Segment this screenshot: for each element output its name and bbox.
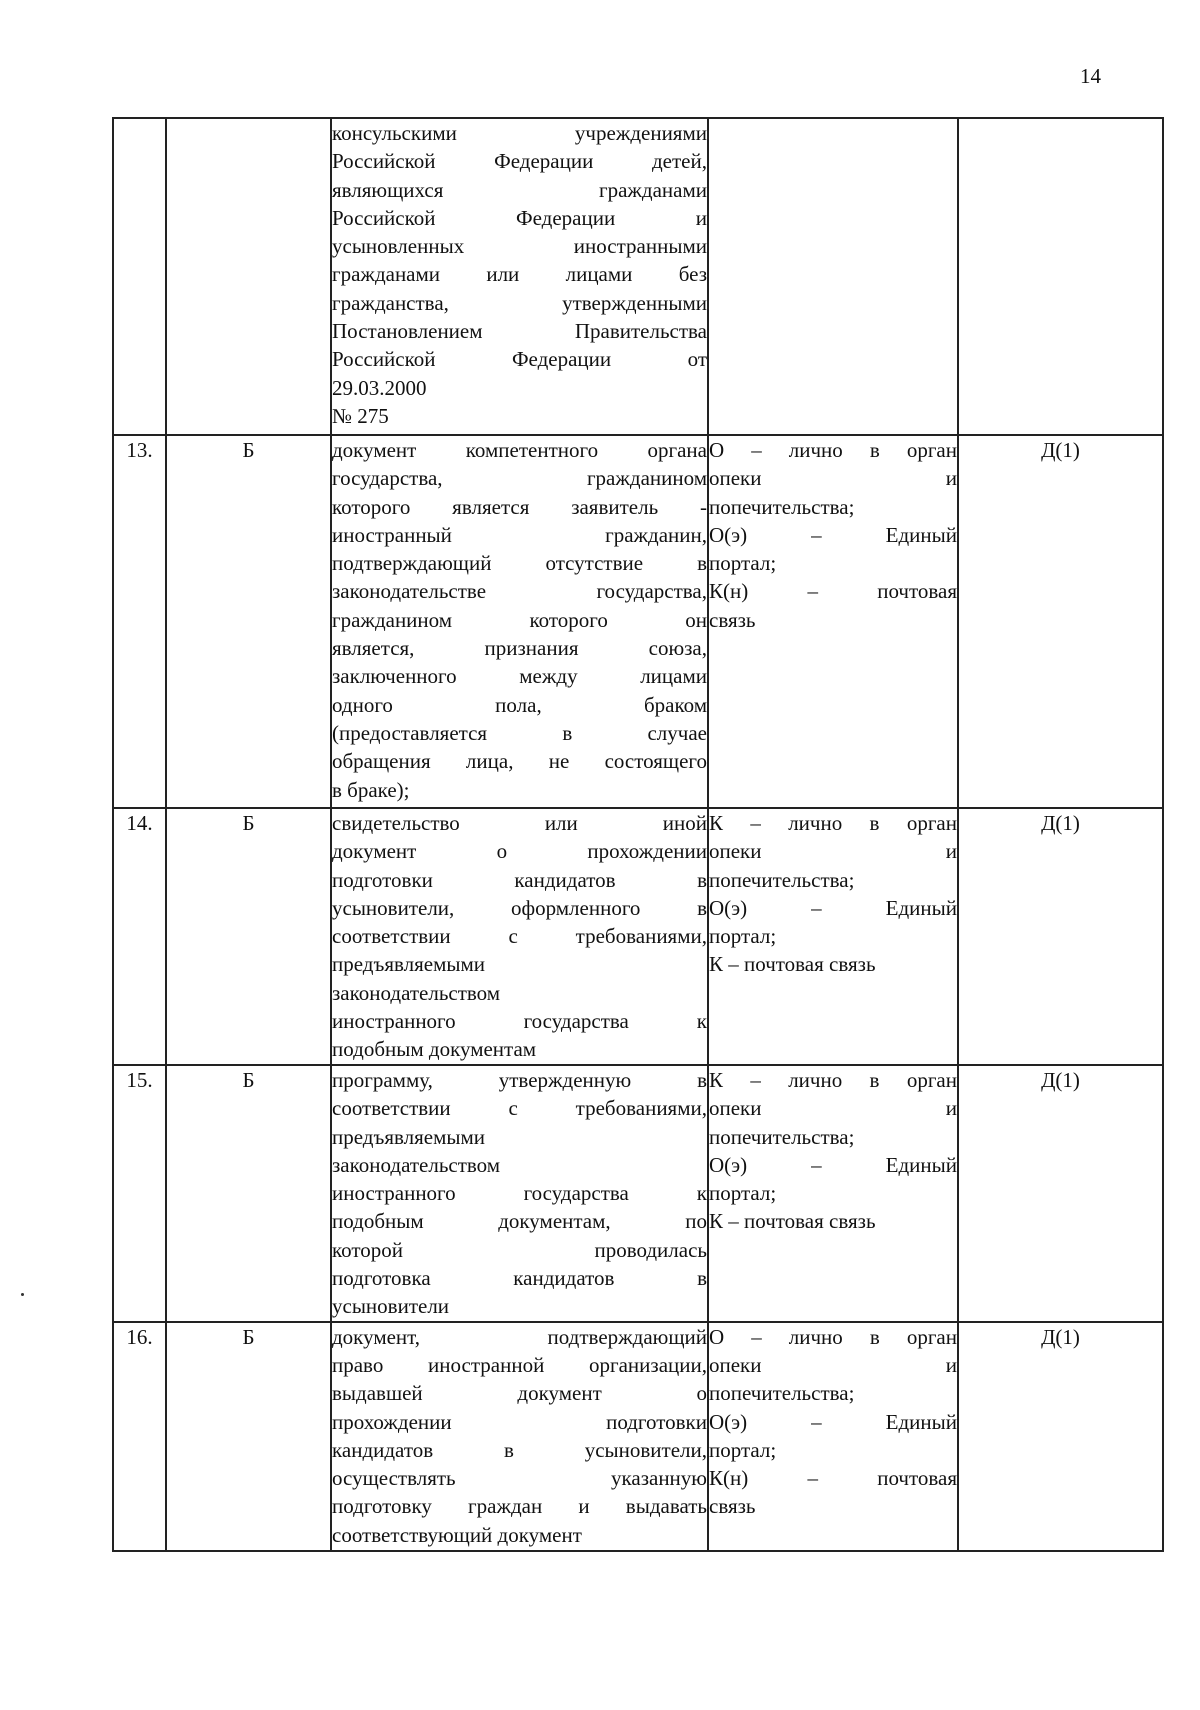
text-line: гражданами или лицами без — [332, 262, 707, 287]
text-line: иностранного государства к — [332, 1181, 707, 1206]
text-line: Российской Федерации от — [332, 347, 707, 372]
text-line: К – лично в орган — [709, 811, 957, 835]
text-line: гражданином которого он — [332, 607, 707, 632]
text-line: О(э) – Единый — [709, 1409, 957, 1434]
row-number: 13. — [113, 435, 166, 808]
text-line: портал; — [709, 924, 777, 949]
text-line: прохождении подготовки — [332, 1409, 707, 1434]
text-line: К – почтовая связь — [709, 952, 876, 977]
table-row — [113, 435, 1163, 808]
text-line: 29.03.2000 — [332, 375, 427, 400]
text-line: выдавшей документ о — [332, 1381, 707, 1406]
row-category: Б — [166, 435, 331, 808]
text-line: соответствии с требованиями, — [332, 1096, 707, 1121]
text-line: подобным документам — [332, 1037, 537, 1062]
text-line: опеки и — [709, 466, 957, 491]
text-line: предъявляемыми — [332, 1124, 486, 1149]
text-line: соответствии с требованиями, — [332, 924, 707, 949]
row-description — [331, 1322, 708, 1551]
text-line: подготовки кандидатов в — [332, 867, 707, 892]
text-line: являющихся гражданами — [332, 177, 707, 202]
text-line: попечительства; — [709, 1124, 855, 1149]
row-rule-code — [958, 118, 1163, 435]
page-number: 14 — [1080, 64, 1101, 88]
text-line: в браке); — [332, 777, 410, 802]
row-category: Б — [166, 1322, 331, 1551]
text-line: подготовка кандидатов в — [332, 1266, 707, 1291]
row-submission-method — [708, 808, 958, 1065]
text-line: попечительства; — [709, 494, 855, 519]
row-submission-method — [708, 435, 958, 808]
text-line: (предоставляется в случае — [332, 720, 707, 745]
text-line: документ компетентного органа — [332, 438, 707, 462]
text-line: Российской Федерации и — [332, 205, 707, 230]
text-line: усыновленных иностранными — [332, 234, 707, 259]
row-rule-code: Д(1) — [958, 1065, 1163, 1322]
text-line: которого является заявитель - — [332, 494, 707, 519]
table-row — [113, 118, 1163, 435]
text-line: опеки и — [709, 1352, 957, 1377]
text-line: усыновители, оформленного в — [332, 895, 707, 920]
text-line: право иностранной организации, — [332, 1352, 707, 1377]
text-line: обращения лица, не состоящего — [332, 749, 707, 774]
text-line: портал; — [709, 1181, 777, 1206]
row-description — [331, 435, 708, 808]
text-line: подготовку граждан и выдавать — [332, 1494, 707, 1519]
text-line: попечительства; — [709, 1381, 855, 1406]
text-line: свидетельство или иной — [332, 811, 707, 835]
text-line: предъявляемыми — [332, 952, 486, 977]
text-line: консульскими учреждениями — [332, 121, 707, 145]
text-line: законодательством — [332, 1152, 501, 1177]
row-category: Б — [166, 1065, 331, 1322]
text-line: документ о прохождении — [332, 839, 707, 864]
row-submission-method — [708, 1322, 958, 1551]
table-row — [113, 808, 1163, 1065]
table-row — [113, 1065, 1163, 1322]
text-line: портал; — [709, 1437, 777, 1462]
text-line: иностранный гражданин, — [332, 522, 707, 547]
row-description — [331, 1065, 708, 1322]
row-submission-method — [708, 118, 958, 435]
text-line: К(н) – почтовая — [709, 1466, 957, 1491]
row-description — [331, 808, 708, 1065]
text-line: программу, утвержденную в — [332, 1068, 707, 1092]
text-line: подобным документам, по — [332, 1209, 707, 1234]
row-rule-code: Д(1) — [958, 435, 1163, 808]
row-submission-method — [708, 1065, 958, 1322]
text-line: О(э) – Единый — [709, 1152, 957, 1177]
text-line: государства, гражданином — [332, 466, 707, 491]
text-line: законодательством — [332, 980, 501, 1005]
text-line: заключенного между лицами — [332, 664, 707, 689]
text-line: О(э) – Единый — [709, 895, 957, 920]
text-line: иностранного государства к — [332, 1009, 707, 1034]
row-rule-code: Д(1) — [958, 808, 1163, 1065]
text-line: одного пола, браком — [332, 692, 707, 717]
text-line: № 275 — [332, 403, 389, 428]
row-number: 16. — [113, 1322, 166, 1551]
stray-mark — [21, 1293, 24, 1296]
text-line: усыновители — [332, 1294, 450, 1319]
text-line: К(н) – почтовая — [709, 579, 957, 604]
text-line: связь — [709, 1494, 756, 1519]
text-line: К – лично в орган — [709, 1068, 957, 1092]
documents-table — [112, 117, 1164, 1552]
documents-table-body — [113, 118, 1163, 1551]
text-line: портал; — [709, 551, 777, 576]
text-line: связь — [709, 607, 756, 632]
row-rule-code: Д(1) — [958, 1322, 1163, 1551]
text-line: документ, подтверждающий — [332, 1324, 707, 1349]
text-line: Постановлением Правительства — [332, 319, 707, 344]
text-line: О – лично в орган — [709, 1324, 957, 1349]
text-line: Российской Федерации детей, — [332, 149, 707, 174]
text-line: О – лично в орган — [709, 438, 957, 462]
text-line: кандидатов в усыновители, — [332, 1437, 707, 1462]
text-line: подтверждающий отсутствие в — [332, 551, 707, 576]
row-number — [113, 118, 166, 435]
text-line: О(э) – Единый — [709, 522, 957, 547]
row-number: 15. — [113, 1065, 166, 1322]
text-line: К – почтовая связь — [709, 1209, 876, 1234]
row-category: Б — [166, 808, 331, 1065]
text-line: опеки и — [709, 839, 957, 864]
text-line: соответствующий документ — [332, 1522, 582, 1547]
text-line: гражданства, утвержденными — [332, 290, 707, 315]
table-row — [113, 1322, 1163, 1551]
text-line: осуществлять указанную — [332, 1466, 707, 1491]
row-number: 14. — [113, 808, 166, 1065]
row-category — [166, 118, 331, 435]
text-line: является, признания союза, — [332, 636, 707, 661]
text-line: попечительства; — [709, 867, 855, 892]
text-line: которой проводилась — [332, 1237, 707, 1262]
row-description — [331, 118, 708, 435]
text-line: законодательстве государства, — [332, 579, 707, 604]
text-line: опеки и — [709, 1096, 957, 1121]
